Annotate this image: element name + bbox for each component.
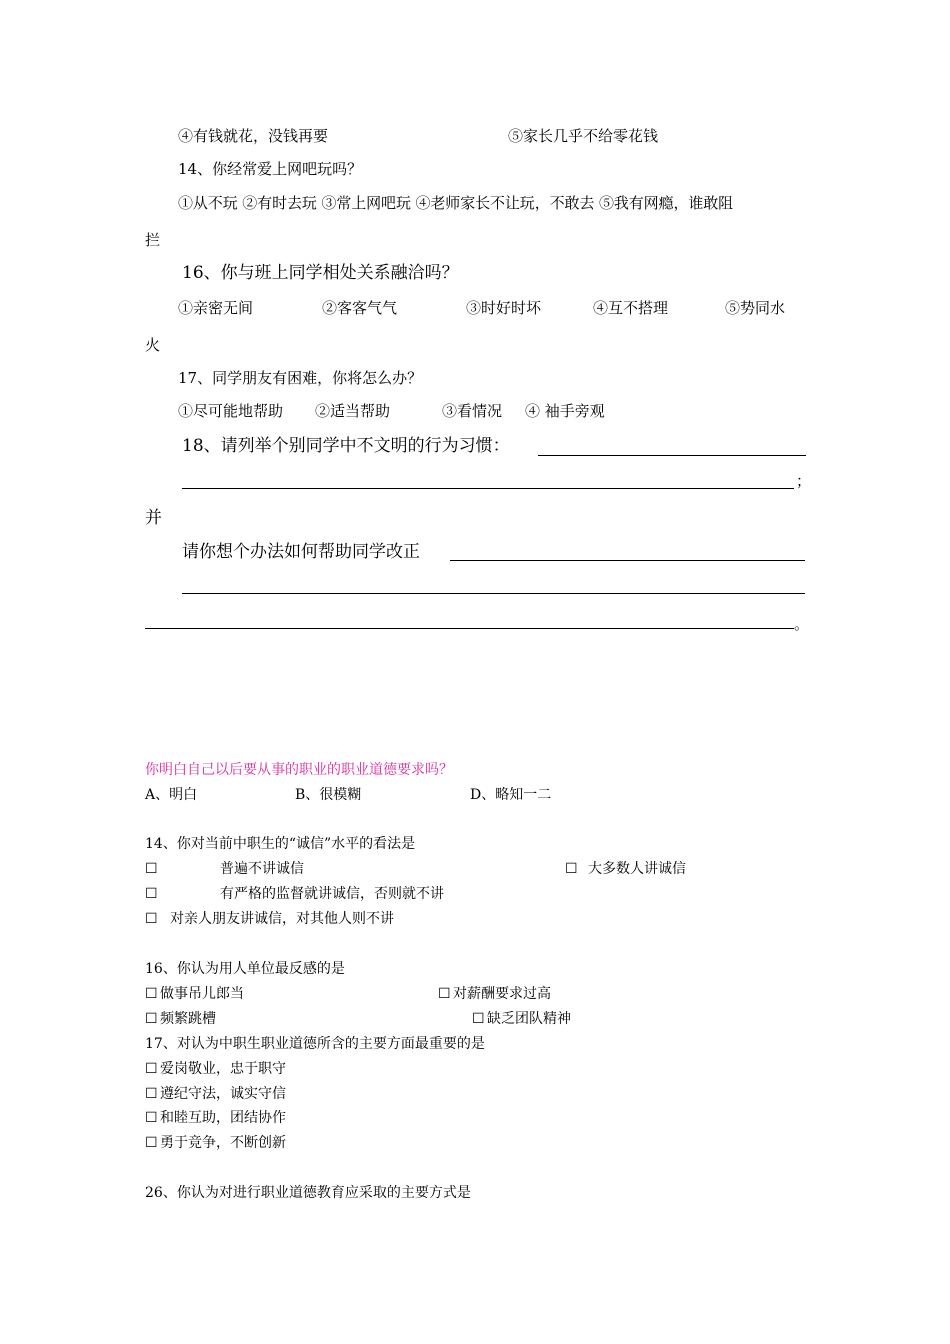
q18-prompt: 请你想个办法如何帮助同学改正 (182, 542, 420, 562)
q14-title: 14、你经常爱上网吧玩吗？ (178, 160, 363, 178)
q16-option-4: ④互不搭理 (593, 299, 669, 317)
q16-option-2: ②客客气气 (322, 299, 398, 317)
q17-title: 17、同学朋友有困难，你将怎么办？ (178, 369, 423, 387)
q18-semicolon: ； (796, 472, 812, 490)
checkbox[interactable]: ☐ (145, 1110, 158, 1126)
ethics-option-d: D、略知一二 (470, 787, 552, 803)
q18-answer-line-5[interactable] (145, 628, 794, 629)
checkbox[interactable]: ☐ (145, 861, 158, 877)
q14-options-wrap: 拦 (145, 231, 161, 249)
ethics-option-b: B、很模糊 (295, 787, 362, 803)
ethics-option-a: A、明白 (145, 787, 198, 803)
ethics-aspect-option-2: 遵纪守法，诚实守信 (160, 1086, 286, 1102)
q16-option-3: ③时好时坏 (466, 299, 542, 317)
q18-answer-line-2[interactable] (182, 488, 794, 489)
q17-option-2: ②适当帮助 (315, 402, 391, 420)
integrity-option-3: 有严格的监督就讲诚信，否则就不讲 (220, 886, 444, 902)
q16-option-5-wrap: 火 (145, 336, 161, 354)
q13-option-4: ④有钱就花，没钱再要 (178, 127, 329, 145)
checkbox[interactable]: ☐ (145, 1086, 158, 1102)
q14-options: ①从不玩 ②有时去玩 ③常上网吧玩 ④老师家长不让玩，不敢去 ⑤我有网瘾，谁敢阻 (178, 194, 734, 212)
q18-answer-line-3[interactable] (450, 560, 805, 561)
education-method-question-title: 26、你认为对进行职业道德教育应采取的主要方式是 (145, 1185, 471, 1201)
employer-option-3: 频繁跳槽 (160, 1011, 216, 1027)
checkbox[interactable]: ☐ (145, 911, 158, 927)
checkbox[interactable]: ☐ (438, 986, 451, 1002)
employer-option-4: 缺乏团队精神 (487, 1011, 571, 1027)
checkbox[interactable]: ☐ (145, 1011, 158, 1027)
employer-question-title: 16、你认为用人单位最反感的是 (145, 961, 345, 977)
checkbox[interactable]: ☐ (145, 1061, 158, 1077)
q18-and: 并 (145, 508, 162, 528)
checkbox[interactable]: ☐ (145, 886, 158, 902)
integrity-option-2: 大多数人讲诚信 (588, 861, 686, 877)
integrity-option-1: 普遍不讲诚信 (220, 861, 304, 877)
q16-option-1: ①亲密无间 (178, 299, 254, 317)
q18-period: 。 (794, 615, 810, 633)
q18-answer-line-1[interactable] (538, 455, 806, 456)
ethics-aspect-question-title: 17、对认为中职生职业道德所含的主要方面最重要的是 (145, 1036, 485, 1052)
integrity-option-4: 对亲人朋友讲诚信，对其他人则不讲 (170, 911, 394, 927)
q17-option-1: ①尽可能地帮助 (178, 402, 284, 420)
checkbox[interactable]: ☐ (565, 861, 578, 877)
ethics-aspect-option-4: 勇于竞争，不断创新 (160, 1135, 286, 1151)
q17-option-4: ④ 袖手旁观 (525, 402, 605, 420)
checkbox[interactable]: ☐ (472, 1011, 485, 1027)
employer-option-2: 对薪酬要求过高 (453, 986, 551, 1002)
ethics-aspect-option-3: 和睦互助，团结协作 (160, 1110, 286, 1126)
q18-answer-line-4[interactable] (182, 593, 805, 594)
q16-option-5: ⑤势同水 (725, 299, 786, 317)
q16-title: 16、你与班上同学相处关系融洽吗？ (182, 263, 459, 283)
integrity-question-title: 14、你对当前中职生的“诚信”水平的看法是 (145, 836, 416, 852)
q17-option-3: ③看情况 (442, 402, 503, 420)
checkbox[interactable]: ☐ (145, 986, 158, 1002)
employer-option-1: 做事吊儿郎当 (160, 986, 244, 1002)
checkbox[interactable]: ☐ (145, 1135, 158, 1151)
q18-title: 18、请列举个别同学中不文明的行为习惯： (182, 436, 510, 456)
ethics-question-title: 你明白自己以后要从事的职业的职业道德要求吗？ (145, 762, 453, 778)
q13-option-5: ⑤家长几乎不给零花钱 (508, 127, 659, 145)
ethics-aspect-option-1: 爱岗敬业，忠于职守 (160, 1061, 286, 1077)
